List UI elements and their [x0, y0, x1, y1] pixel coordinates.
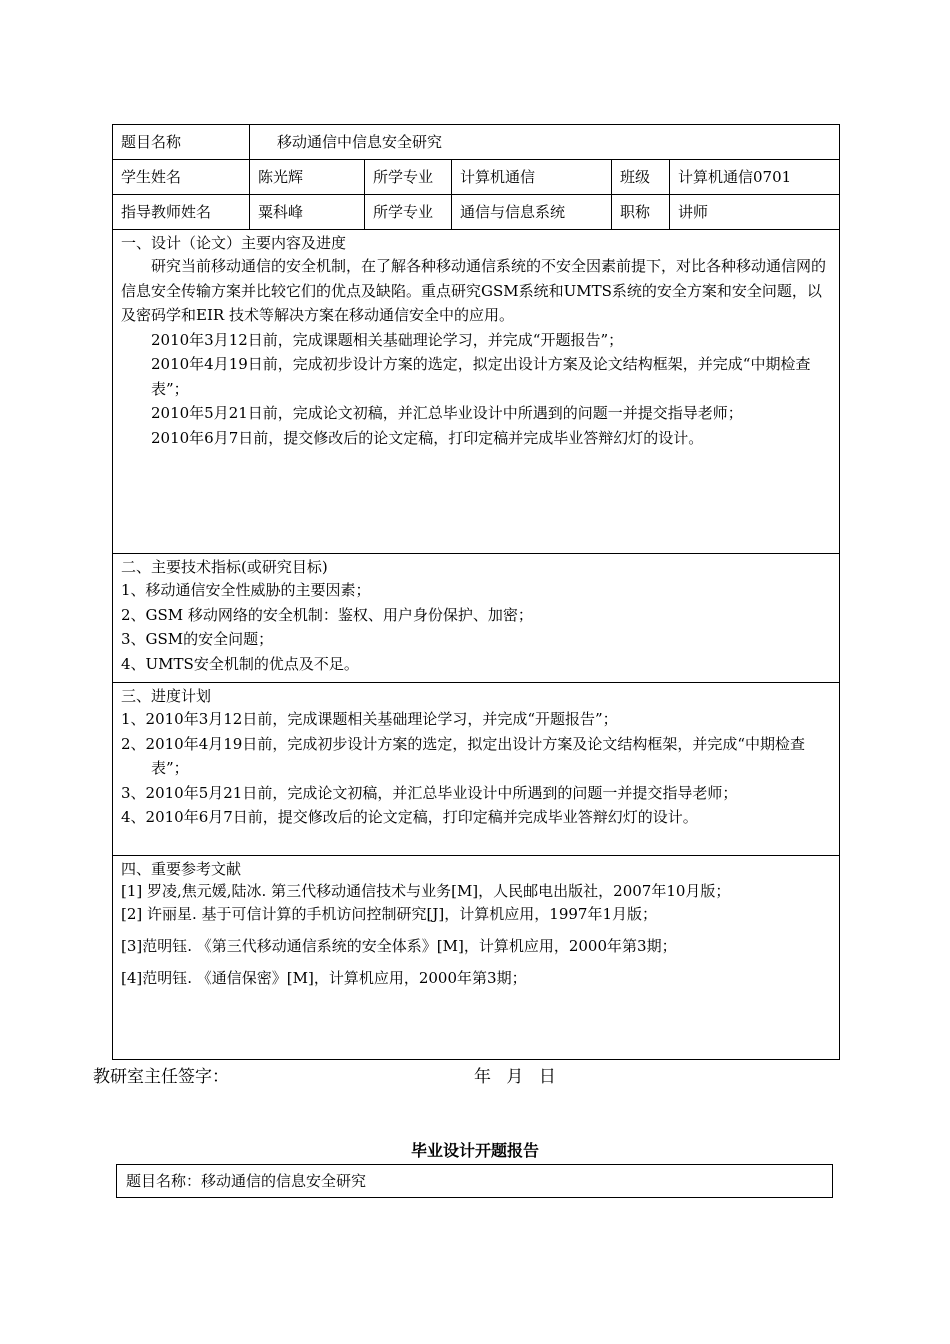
section-content-row	[113, 230, 840, 554]
director-signature-label: 教研室主任签字：	[93, 1067, 229, 1087]
section-schedule-row	[113, 683, 840, 856]
student-name-value: 陈光辉	[250, 160, 365, 195]
class-value: 计算机通信0701	[670, 160, 840, 195]
section-targets-item: 3、GSM的安全问题；	[121, 630, 274, 648]
topic-row	[113, 125, 840, 160]
reference-item: [2] 许丽星. 基于可信计算的手机访问控制研究[J]，计算机应用，1997年1月版；	[121, 905, 657, 923]
section-content-item: 2010年5月21日前，完成论文初稿，并汇总毕业设计中所遇到的问题一并提交指导老师；	[151, 404, 743, 422]
section-references-heading: 四、重要参考文献	[121, 860, 242, 878]
topic-value: 移动通信中信息安全研究	[250, 125, 840, 160]
section-targets-item: 4、UMTS安全机制的优点及不足。	[121, 654, 359, 673]
section-content-item-text: 2010年4月19日前，完成初步设计方案的选定，拟定出设计方案及论文结构框架，并完成“中期检查表”；	[151, 355, 811, 398]
reference-item: [4]范明钰. 《通信保密》[M]，计算机应用，2000年第3期；	[121, 969, 527, 987]
section-schedule-item: 4、2010年6月7日前，提交修改后的论文定稿，打印定稿并完成毕业答辩幻灯的设计。	[121, 808, 698, 826]
section-schedule-item: 3、2010年5月21日前，完成论文初稿，并汇总毕业设计中所遇到的问题一并提交指导老师；	[121, 783, 738, 802]
report-topic-line: 题目名称：移动通信的信息安全研究	[126, 1172, 367, 1190]
teacher-name-label: 指导教师姓名	[113, 195, 250, 230]
topic-label: 题目名称	[113, 125, 250, 160]
teacher-name-value: 粟科峰	[250, 195, 365, 230]
section-content-item: 2010年3月12日前，完成课题相关基础理论学习，并完成“开题报告”；	[151, 330, 624, 349]
student-major-label: 所学专业	[365, 160, 452, 195]
report-topic-box	[116, 1164, 833, 1198]
class-label: 班级	[612, 160, 670, 195]
section-targets	[113, 554, 840, 683]
section-schedule-item: 2、2010年4月19日前，完成初步设计方案的选定，拟定出设计方案及论文结构框架，并完成“中期检查表”；	[121, 734, 806, 777]
section-targets-row	[113, 554, 840, 683]
date-day: 日	[538, 1067, 556, 1087]
teacher-row	[113, 195, 840, 230]
section-content-item	[121, 352, 831, 401]
section-targets-heading: 二、主要技术指标(或研究目标)	[121, 558, 328, 576]
proposal-form-table	[112, 124, 840, 1060]
teacher-title-label: 职称	[612, 195, 670, 230]
student-row	[113, 160, 840, 195]
teacher-title-value: 讲师	[670, 195, 840, 230]
reference-item: [1] 罗凌,焦元媛,陆冰. 第三代移动通信技术与业务[M]，人民邮电出版社，2007年10月版；	[121, 882, 731, 900]
teacher-major-label: 所学专业	[365, 195, 452, 230]
report-title: 毕业设计开题报告	[410, 1141, 539, 1160]
section-targets-item: 1、移动通信安全性威胁的主要因素；	[121, 581, 371, 599]
reference-item: [3]范明钰. 《第三代移动通信系统的安全体系》[M]，计算机应用，2000年第3期；	[121, 937, 677, 955]
date-year: 年	[474, 1067, 491, 1087]
student-major-value: 计算机通信	[452, 160, 612, 195]
section-references-row	[113, 856, 840, 1060]
date-month: 月	[506, 1067, 524, 1087]
section-targets-item: 2、GSM 移动网络的安全机制：鉴权、用户身份保护、加密；	[121, 605, 533, 624]
section-content-intro: 研究当前移动通信的安全机制，在了解各种移动通信系统的不安全因素前提下，对比各种移动通信网的信息安全传输方案并比较它们的优点及缺陷。重点研究GSM系统和UMTS系统的安全方案和安全问题，以及密码学和EIR 技术等解决方案在移动通信安全中的应用。	[121, 257, 827, 324]
signature-date	[474, 1066, 566, 1088]
section-content-heading: 一、设计（论文）主要内容及进度	[121, 234, 347, 252]
section-schedule-item: 1、2010年3月12日前，完成课题相关基础理论学习，并完成“开题报告”；	[121, 710, 618, 728]
section-content	[113, 230, 840, 554]
student-name-label: 学生姓名	[113, 160, 250, 195]
section-schedule-heading: 三、进度计划	[121, 687, 212, 705]
section-schedule	[113, 683, 840, 856]
section-references	[113, 856, 840, 1060]
section-content-item: 2010年6月7日前，提交修改后的论文定稿，打印定稿并完成毕业答辩幻灯的设计。	[151, 428, 704, 447]
teacher-major-value: 通信与信息系统	[452, 195, 612, 230]
